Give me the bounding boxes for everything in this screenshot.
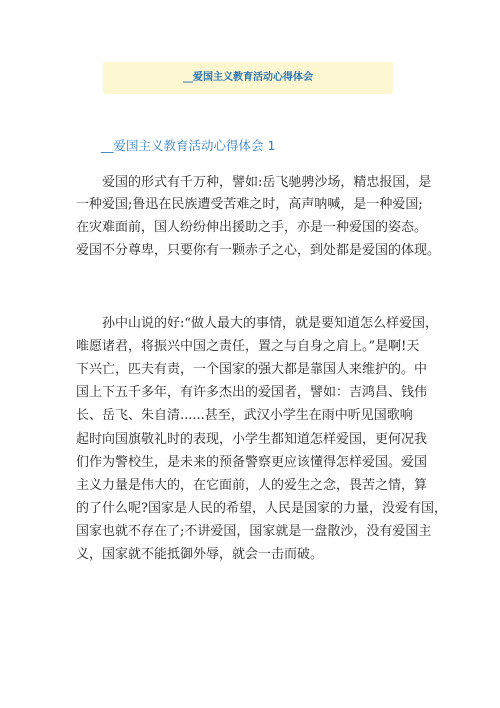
paragraph-1-line-4: 爱国不分尊卑，只要你有一颗赤子之心，到处都是爱国的体现。 [76, 243, 441, 258]
section-subtitle: __爱国主义教育活动心得体会 1 [101, 138, 276, 153]
paragraph-2-line-7: 们作为警校生，是未来的预备警察更应该懂得怎样爱国。爱国 [76, 455, 428, 470]
paragraph-2-line-10: 国家也就不存在了;不讲爱国，国家就是一盘散沙，没有爱国主 [76, 524, 432, 539]
title-banner [103, 62, 393, 94]
paragraph-2-line-9: 的了什么呢?国家是人民的希望，人民是国家的力量，没爱有国， [76, 501, 447, 516]
paragraph-1-line-1: 爱国的形式有千万种，譬如:岳飞驰骋沙场，精忠报国，是 [102, 175, 432, 190]
paragraph-2-line-11: 义，国家就不能抵御外辱，就会一击而破。 [76, 547, 324, 562]
paragraph-2-line-1: 孙中山说的好:“做人最大的事情，就是要知道怎么样爱国， [102, 316, 439, 331]
paragraph-2-line-4: 国上下五千多年，有许多杰出的爱国者，譬如：吉鸿昌、钱伟 [76, 385, 428, 400]
paragraph-2-line-6: 起时向国旗敬礼时的表现，小学生都知道怎样爱国，更何况我 [76, 432, 428, 447]
paragraph-2-line-5: 长、岳飞、朱自清......甚至，武汉小学生在雨中听见国歌响 [76, 408, 413, 423]
paragraph-2-line-2: 唯愿诸君，将振兴中国之责任，置之与自身之肩上。”是啊!天 [76, 339, 420, 354]
paragraph-2-line-8: 主义力量是伟大的，在它面前，人的爱生之念，畏苦之情，算 [76, 478, 428, 493]
paragraph-2-line-3: 下兴亡，匹夫有责，一个国家的强大都是靠国人来维护的。中 [76, 362, 428, 377]
paragraph-1-line-2: 一种爱国;鲁迅在民族遭受苦难之时，高声呐喊，是一种爱国; [76, 197, 423, 212]
paragraph-1-line-3: 在灾难面前，国人纷纷伸出援助之手，亦是一种爱国的姿态。 [76, 220, 428, 235]
document-title: __爱国主义教育活动心得体会 [183, 72, 313, 83]
